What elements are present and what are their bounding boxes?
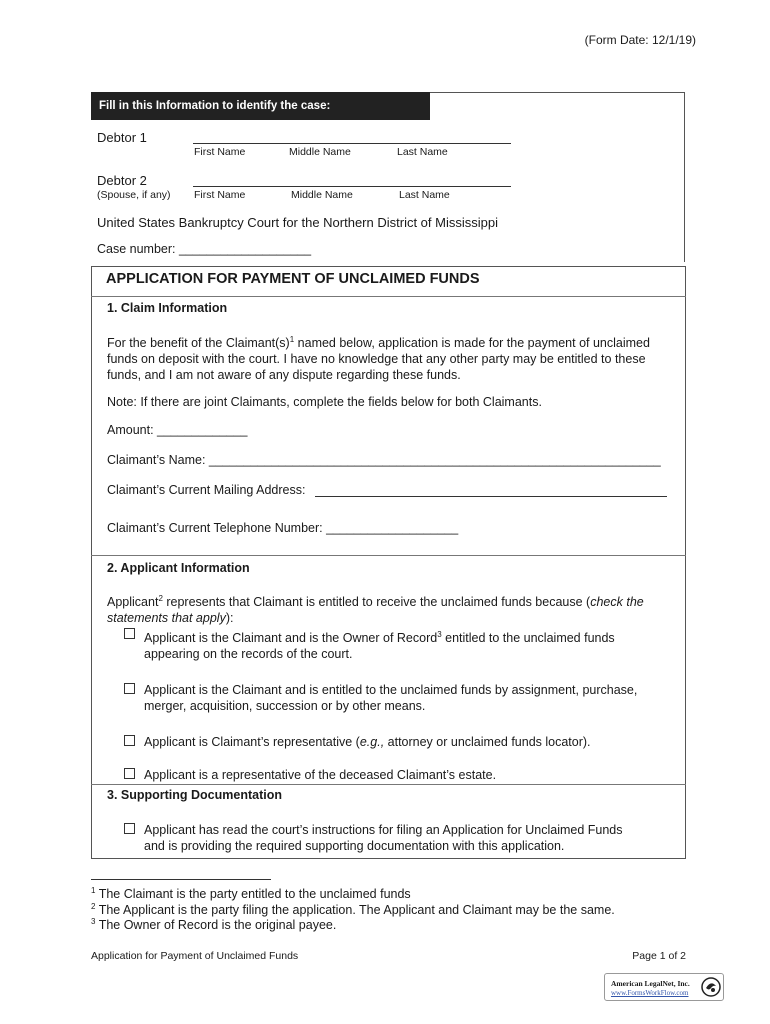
footnote-2-text: The Applicant is the party filing the application. The Applicant and Claimant may be the same. (95, 903, 615, 918)
footnote-3 (91, 917, 336, 932)
opt3-post: attorney or unclaimed funds locator). (384, 735, 591, 749)
intro-pre: Applicant (107, 595, 159, 610)
option-estate-representative: Applicant is a representative of the deceased Claimant’s estate. (144, 768, 497, 782)
option-owner-of-record (144, 627, 664, 662)
debtor1-first-name-label: First Name (194, 146, 246, 158)
debtor2-spouse-label: (Spouse, if any) (97, 189, 171, 201)
opt2-line1: Applicant is the Claimant and is entitled to the unclaimed funds by assignment, purchase, (144, 683, 638, 697)
claimant-name-field[interactable]: Claimant’s Name: _________________________________________________________________ (107, 453, 661, 467)
intro-line2-post: ): (225, 611, 234, 626)
title-divider (91, 296, 686, 297)
opt2-line2: merger, acquisition, succession or by other means. (144, 699, 426, 713)
checkbox-supporting-docs[interactable] (124, 823, 135, 834)
footnote-3-text: The Owner of Record is the original payee. (95, 918, 337, 933)
debtor1-last-name-label: Last Name (397, 146, 448, 158)
footer-form-title: Application for Payment of Unclaimed Funds (91, 950, 299, 962)
vendor-site-link[interactable]: www.FormsWorkFlow.com (611, 989, 689, 997)
intro-italic: check the (590, 595, 644, 610)
vendor-company: American LegalNet, Inc. (611, 979, 690, 988)
footnote-3-num: 3 (91, 917, 96, 926)
checkbox-estate-representative[interactable] (124, 768, 135, 779)
amount-field[interactable]: Amount: _____________ (107, 423, 248, 437)
mailing-address-field[interactable] (315, 496, 667, 497)
claim-para-pre: For the benefit of the Claimant(s) (107, 336, 290, 351)
debtor2-field[interactable] (193, 186, 511, 187)
mailing-address-label: Claimant’s Current Mailing Address: (107, 483, 306, 497)
checkbox-representative[interactable] (124, 735, 135, 746)
debtor1-middle-name-label: Middle Name (289, 146, 351, 158)
debtor2-last-name-label: Last Name (399, 189, 450, 201)
opt3-pre: Applicant is Claimant’s representative ( (144, 735, 360, 749)
footnote-ref-2: 2 (158, 594, 163, 603)
checkbox-assignment[interactable] (124, 683, 135, 694)
vendor-logo-icon (701, 977, 721, 997)
footnote-1-num: 1 (91, 886, 96, 895)
telephone-field[interactable]: Claimant’s Current Telephone Number: ___________________ (107, 521, 459, 535)
option-representative (144, 734, 591, 750)
footnote-2-num: 2 (91, 902, 96, 911)
debtor2-label: Debtor 2 (97, 173, 147, 188)
case-number-field[interactable]: Case number: ___________________ (97, 242, 312, 256)
form-date: (Form Date: 12/1/19) (584, 33, 696, 47)
section1-title: 1. Claim Information (107, 301, 228, 315)
debtor1-label: Debtor 1 (97, 130, 147, 145)
claim-info-paragraph (107, 332, 667, 383)
debtor2-first-name-label: First Name (194, 189, 246, 201)
intro-line2-italic: statements that apply (107, 611, 226, 626)
opt1-post: entitled to the unclaimed funds (441, 631, 615, 646)
applicant-intro (107, 591, 677, 626)
opt3-italic: e.g., (359, 735, 385, 749)
section2-title: 2. Applicant Information (107, 561, 250, 575)
claim-para-line3: funds, and I am not aware of any dispute regarding these funds. (107, 368, 461, 383)
section3-title: 3. Supporting Documentation (107, 788, 282, 802)
court-name: United States Bankruptcy Court for the Northern District of Mississippi (97, 215, 498, 230)
application-title: APPLICATION FOR PAYMENT OF UNCLAIMED FUNDS (106, 271, 480, 287)
opt-docs-line2: and is providing the required supporting documentation with this application. (144, 839, 565, 853)
opt-docs-line1: Applicant has read the court’s instructions for filing an Application for Unclaimed Funds (144, 823, 623, 837)
page-number: Page 1 of 2 (632, 950, 686, 962)
case-info-header: Fill in this Information to identify the case: (91, 92, 430, 120)
option-assignment (144, 682, 664, 714)
intro-mid: represents that Claimant is entitled to receive the unclaimed funds because ( (162, 595, 591, 610)
joint-claimants-note: Note: If there are joint Claimants, complete the fields below for both Claimants. (107, 395, 542, 409)
debtor2-middle-name-label: Middle Name (291, 189, 353, 201)
footnote-1 (91, 886, 411, 901)
checkbox-owner-of-record[interactable] (124, 628, 135, 639)
claim-para-post: named below, application is made for the payment of unclaimed (294, 336, 650, 351)
section1-divider (91, 555, 686, 556)
footnote-2 (91, 902, 615, 917)
opt1-line2: appearing on the records of the court. (144, 647, 353, 662)
debtor1-field[interactable] (193, 143, 511, 144)
option-supporting-docs (144, 822, 664, 854)
footnote-1-text: The Claimant is the party entitled to the unclaimed funds (95, 887, 411, 902)
footnote-rule (91, 879, 271, 880)
claim-para-line2: funds on deposit with the court. I have no knowledge that any other party may be entitled to these (107, 352, 646, 367)
footnote-ref-3: 3 (437, 630, 442, 639)
footnote-ref-1: 1 (289, 335, 295, 344)
section2-divider (91, 784, 686, 785)
opt1-pre: Applicant is the Claimant and is the Owner of Record (144, 631, 438, 646)
